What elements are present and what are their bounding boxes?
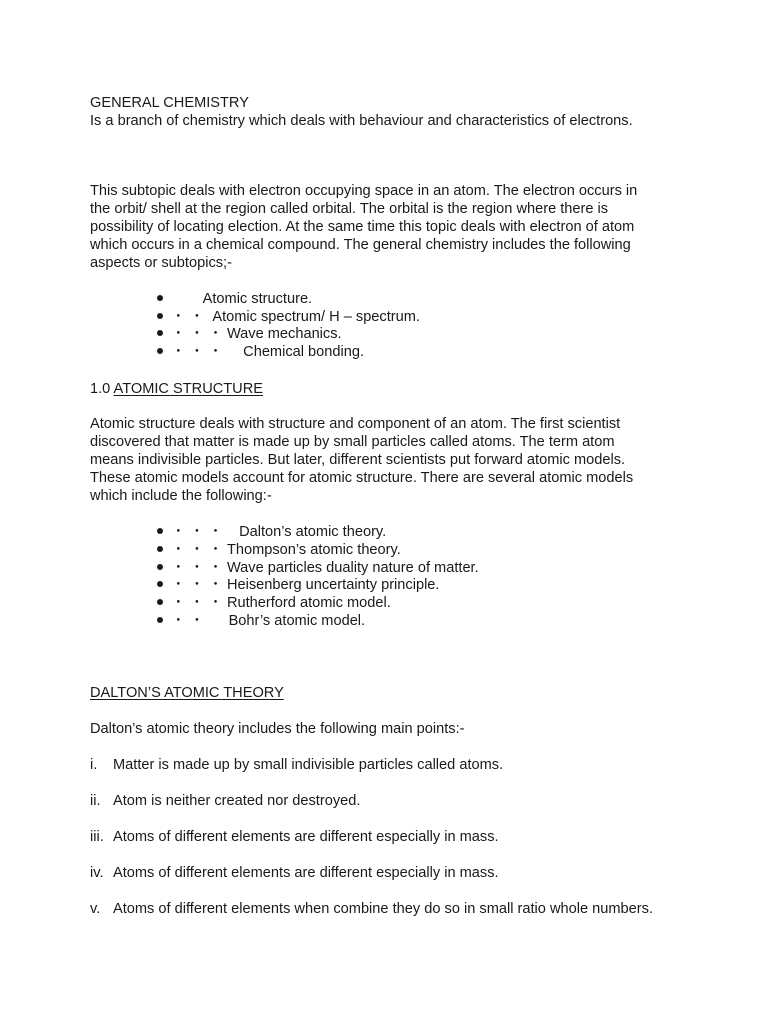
list-item (157, 576, 439, 594)
bullet-icon (157, 330, 163, 336)
list-item-text: ・ ・ ・ Rutherford atomic model. (171, 595, 391, 611)
list-item-text: ・ ・ Atomic spectrum/ H – spectrum. (171, 309, 420, 325)
para2-line: discovered that matter is made up by small particles called atoms. The term atom (90, 434, 615, 450)
bullet-icon (157, 599, 163, 605)
list-item (157, 594, 391, 612)
list-item-text: ・ ・ ・ Wave particles duality nature of matter. (171, 560, 479, 576)
bullet-icon (157, 528, 163, 534)
section-number: 1.0 (90, 381, 114, 397)
list-item (157, 559, 479, 577)
para1-line: aspects or subtopics;- (90, 255, 232, 271)
intro-text: Is a branch of chemistry which deals with behaviour and characteristics of electrons. (90, 113, 633, 129)
para1-line: which occurs in a chemical compound. The general chemistry includes the following (90, 237, 631, 253)
point-number: ii. (90, 793, 101, 809)
heading-general-chemistry: GENERAL CHEMISTRY (90, 95, 249, 111)
point-text: Atoms of different elements are different especially in mass. (113, 829, 499, 845)
para2-line: which include the following:- (90, 488, 272, 504)
point-text: Atoms of different elements when combine they do so in small ratio whole numbers. (113, 901, 653, 917)
list-item (157, 343, 364, 361)
para1-line: This subtopic deals with electron occupying space in an atom. The electron occurs in (90, 183, 638, 199)
para1-line: the orbit/ shell at the region called orbital. The orbital is the region where there is (90, 201, 609, 217)
list-item-text: ・ ・ Bohr’s atomic model. (171, 613, 366, 629)
section-heading-daltons-theory: DALTON’S ATOMIC THEORY (90, 685, 284, 701)
para2-line: Atomic structure deals with structure and component of an atom. The first scientist (90, 416, 621, 432)
section2-intro: Dalton’s atomic theory includes the following main points:- (90, 721, 465, 737)
point-number: iv. (90, 865, 104, 881)
bullet-icon (157, 313, 163, 319)
list-item-text: ・ ・ ・ Wave mechanics. (171, 326, 342, 342)
list-item-text: ・ ・ ・ Chemical bonding. (171, 344, 365, 360)
para2-line: These atomic models account for atomic structure. There are several atomic models (90, 470, 634, 486)
point-number: i. (90, 757, 98, 773)
list-item (157, 523, 386, 541)
section-heading-atomic-structure (90, 380, 263, 398)
list-item (157, 541, 401, 559)
list-item-text: ・ ・ ・ Thompson’s atomic theory. (171, 542, 401, 558)
bullet-icon (157, 295, 163, 301)
list-item-text: ・ ・ ・ Dalton’s atomic theory. (171, 524, 387, 540)
para2-line: means indivisible particles. But later, different scientists put forward atomic models. (90, 452, 626, 468)
bullet-icon (157, 581, 163, 587)
point-text: Atom is neither created nor destroyed. (113, 793, 361, 809)
para1-line: possibility of locating election. At the same time this topic deals with electron of atom (90, 219, 635, 235)
bullet-icon (157, 348, 163, 354)
list-item-text: Atomic structure. (171, 291, 313, 307)
list-item-text: ・ ・ ・ Heisenberg uncertainty principle. (171, 577, 440, 593)
section-title: ATOMIC STRUCTURE (113, 381, 263, 397)
bullet-icon (157, 617, 163, 623)
point-text: Matter is made up by small indivisible particles called atoms. (113, 757, 504, 773)
point-number: iii. (90, 829, 104, 845)
list-item (157, 612, 365, 630)
list-item (157, 290, 312, 308)
list-item (157, 308, 420, 326)
point-text: Atoms of different elements are different especially in mass. (113, 865, 499, 881)
bullet-icon (157, 564, 163, 570)
bullet-icon (157, 546, 163, 552)
point-number: v. (90, 901, 101, 917)
list-item (157, 325, 342, 343)
